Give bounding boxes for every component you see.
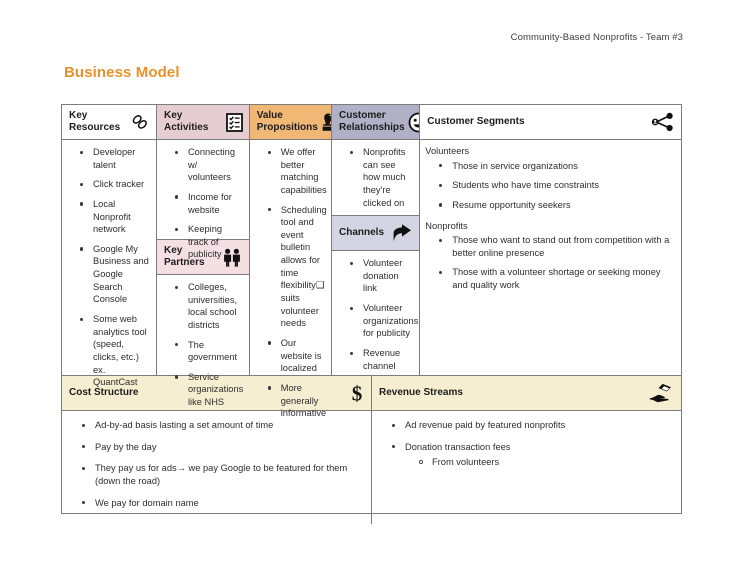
channels-list <box>338 257 419 372</box>
list-item: Resume opportunity seekers <box>439 199 675 212</box>
checklist-icon <box>226 113 243 132</box>
list-item: Keeping track of publicity <box>175 223 243 261</box>
customer-relationships-body <box>332 140 419 215</box>
customer-segments-title: Customer Segments <box>427 116 525 128</box>
list-item-text: Donation transaction fees <box>405 441 511 452</box>
value-propositions-header <box>250 105 331 140</box>
dollar-sign-icon <box>349 382 365 404</box>
list-item: Service organizations like NHS <box>175 371 243 409</box>
sub-list-item: From volunteers <box>419 456 673 469</box>
key-resources-header <box>62 105 156 140</box>
block-customer-relationships-channels <box>331 105 419 375</box>
share-arrow-icon <box>392 224 413 243</box>
cost-structure-list <box>70 419 363 509</box>
canvas-grid <box>61 104 682 514</box>
svg-text:$: $ <box>351 381 363 406</box>
channels-title: Channels <box>339 227 385 239</box>
list-item: Those with a volunteer shortage or seeking money and quality work <box>439 266 675 291</box>
canvas-bottom-row <box>62 376 681 524</box>
channels-header <box>332 216 419 251</box>
key-resources-list <box>68 146 150 389</box>
list-item: We offer better matching capabilities <box>268 146 325 197</box>
list-item: Google My Business and Google Search Console <box>80 243 150 306</box>
cost-structure-body <box>62 411 371 524</box>
list-item: We pay for domain name <box>82 497 363 510</box>
list-item: More generally informative <box>268 382 325 420</box>
hand-with-money-icon <box>649 383 675 403</box>
list-item: Those who want to stand out from competition with a better online presence <box>439 234 675 259</box>
key-resources-title: Key Resources <box>69 110 121 133</box>
customer-segments-body <box>420 140 681 375</box>
key-activities-list <box>163 146 243 261</box>
cost-structure-title: Cost Structure <box>69 387 139 399</box>
revenue-streams-list <box>380 419 673 469</box>
list-item: Pay by the day <box>82 441 363 454</box>
key-activities-header <box>157 105 249 140</box>
revenue-streams-body <box>372 411 681 524</box>
customer-relationships-title: Customer Relationships <box>339 110 405 133</box>
block-key-resources <box>62 105 156 388</box>
channels-body <box>332 251 419 378</box>
list-item <box>392 419 673 432</box>
list-item: They pay us for ads→ we pay Google to be featured for them (down the road) <box>82 462 363 487</box>
page-title: Business Model <box>64 64 180 81</box>
customer-segments-header <box>420 105 681 140</box>
block-customer-relationships <box>332 105 419 216</box>
list-item: Students who have time constraints <box>439 179 675 192</box>
document-header-note: Community-Based Nonprofits - Team #3 <box>510 32 683 43</box>
group-label: Volunteers <box>425 146 470 156</box>
list-item: Our website is localized <box>268 337 325 375</box>
list-item: Click tracker <box>80 178 150 191</box>
list-item: Revenue channel <box>350 347 413 372</box>
customer-segments-volunteers-list <box>425 160 675 212</box>
block-customer-segments <box>419 105 681 375</box>
customer-segment-group-nonprofits <box>425 220 675 292</box>
customer-relationships-list <box>338 146 413 209</box>
block-channels <box>332 216 419 378</box>
customer-relationships-header <box>332 105 419 140</box>
revenue-streams-sublist <box>405 456 673 469</box>
list-item: Scheduling tool and event bulletin allows for time flexibility❑ suits volunteer needs <box>268 204 325 330</box>
key-partners-list <box>163 281 243 409</box>
chain-link-icon <box>130 113 150 131</box>
key-partners-title: Key Partners <box>163 245 205 268</box>
customer-segment-group-volunteers <box>425 145 675 212</box>
list-item: Income for website <box>175 191 243 216</box>
list-item <box>392 441 673 469</box>
list-item: Colleges, universities, local school districts <box>175 281 243 332</box>
list-item: Nonprofits can see how much they're clicked on <box>350 146 413 209</box>
list-item: Some web analytics tool (speed, clicks, etc.) ex. QuantCast <box>80 313 150 389</box>
revenue-streams-header <box>372 376 681 411</box>
list-item: Local Nonprofit network <box>80 198 150 236</box>
network-share-icon <box>650 112 675 132</box>
customer-segments-nonprofits-list <box>425 234 675 292</box>
key-activities-title: Key Activities <box>163 110 209 133</box>
list-item: Developer talent <box>80 146 150 171</box>
block-value-propositions <box>249 105 331 419</box>
key-resources-body <box>62 140 156 395</box>
block-key-activities-partners <box>156 105 249 408</box>
list-item: Volunteer organizations for publicity <box>350 302 413 340</box>
revenue-streams-title: Revenue Streams <box>379 387 463 399</box>
list-item-text: Ad revenue paid by featured nonprofits <box>405 420 566 430</box>
list-item: Those in service organizations <box>439 160 675 173</box>
block-revenue-streams <box>372 376 681 524</box>
list-item: Connecting w/ volunteers <box>175 146 243 184</box>
value-propositions-title: Value Propositions <box>256 110 318 133</box>
group-label: Nonprofits <box>425 220 468 231</box>
list-item: Volunteer donation link <box>350 257 413 295</box>
list-item: Ad-by-ad basis lasting a set amount of time <box>82 419 363 432</box>
list-item: The government <box>175 339 243 364</box>
